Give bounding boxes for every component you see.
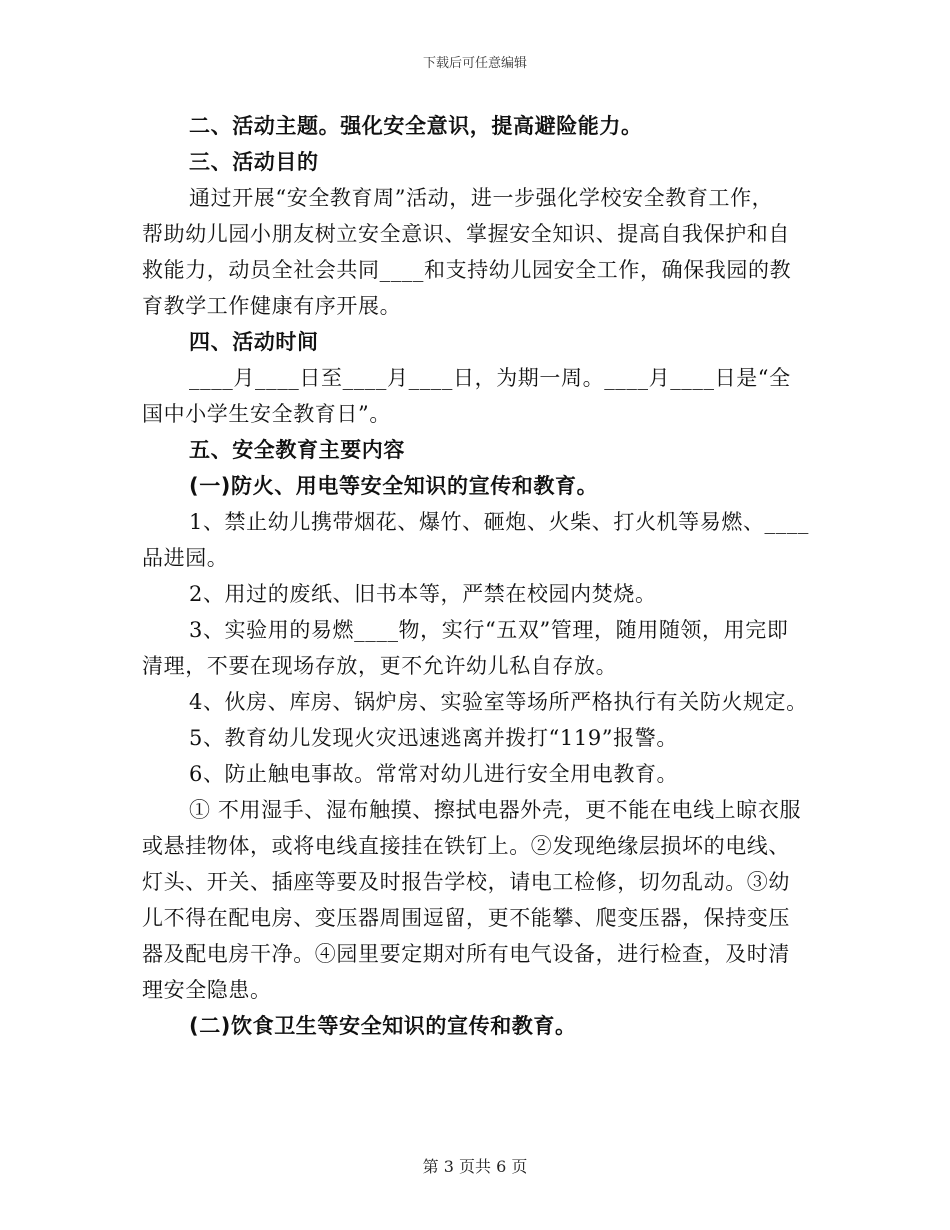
section-heading-theme: 二、活动主题。强化安全意识，提高避险能力。 (189, 114, 643, 138)
list-item: 5、教育幼儿发现火灾迅速逃离并拨打“119”报警。 (189, 726, 678, 750)
subsection-heading-fire: (一)防火、用电等安全知识的宣传和教育。 (189, 474, 599, 498)
paragraph-line: 品进园。 (142, 546, 229, 570)
paragraph-line: 通过开展“安全教育周”活动，进一步强化学校安全教育工作， (189, 186, 774, 210)
paragraph-line: ① 不用湿手、湿布触摸、擦拭电器外壳，更不能在电线上晾衣服 (189, 798, 802, 822)
list-item: 1、禁止幼儿携带烟花、爆竹、砸炮、火柴、打火机等易燃、____ (189, 510, 809, 534)
subsection-heading-food: (二)饮食卫生等安全知识的宣传和教育。 (189, 1014, 577, 1038)
page-header: 下载后可任意编辑 (422, 56, 527, 71)
paragraph-line: 救能力，动员全社会共同____和支持幼儿园安全工作，确保我园的教 (142, 258, 792, 282)
page-footer: 第 3 页共 6 页 (422, 1157, 528, 1176)
paragraph-line: 灯头、开关、插座等要及时报告学校，请电工检修，切勿乱动。③幼 (142, 870, 790, 894)
section-heading-time: 四、活动时间 (189, 330, 319, 354)
paragraph-line: 育教学工作健康有序开展。 (142, 294, 402, 318)
paragraph-line: 或悬挂物体，或将电线直接挂在铁钉上。②发现绝缘层损坏的电线、 (142, 834, 790, 858)
section-heading-content: 五、安全教育主要内容 (189, 438, 405, 462)
paragraph-line: 帮助幼儿园小朋友树立安全意识、掌握安全知识、提高自我保护和自 (142, 222, 790, 246)
list-item: 3、实验用的易燃____物，实行“五双”管理，随用随领，用完即 (189, 618, 789, 642)
paragraph-line: 国中小学生安全教育日”。 (142, 402, 391, 426)
paragraph-line: 器及配电房干净。④园里要定期对所有电气设备，进行检查，及时清 (142, 942, 790, 966)
paragraph-line: 清理，不要在现场存放，更不允许幼儿私自存放。 (142, 654, 618, 678)
list-item: 4、伙房、库房、锅炉房、实验室等场所严格执行有关防火规定。 (189, 690, 808, 714)
list-item: 6、防止触电事故。常常对幼儿进行安全用电教育。 (189, 762, 679, 786)
document-body (142, 108, 810, 1044)
paragraph-line: ____月____日至____月____日，为期一周。____月____日是“全 (189, 366, 791, 390)
section-heading-purpose: 三、活动目的 (189, 150, 319, 174)
list-item: 2、用过的废纸、旧书本等，严禁在校园内焚烧。 (189, 582, 657, 606)
paragraph-line: 理安全隐患。 (142, 978, 272, 1002)
paragraph-line: 儿不得在配电房、变压器周围逗留，更不能攀、爬变压器，保持变压 (142, 906, 790, 930)
